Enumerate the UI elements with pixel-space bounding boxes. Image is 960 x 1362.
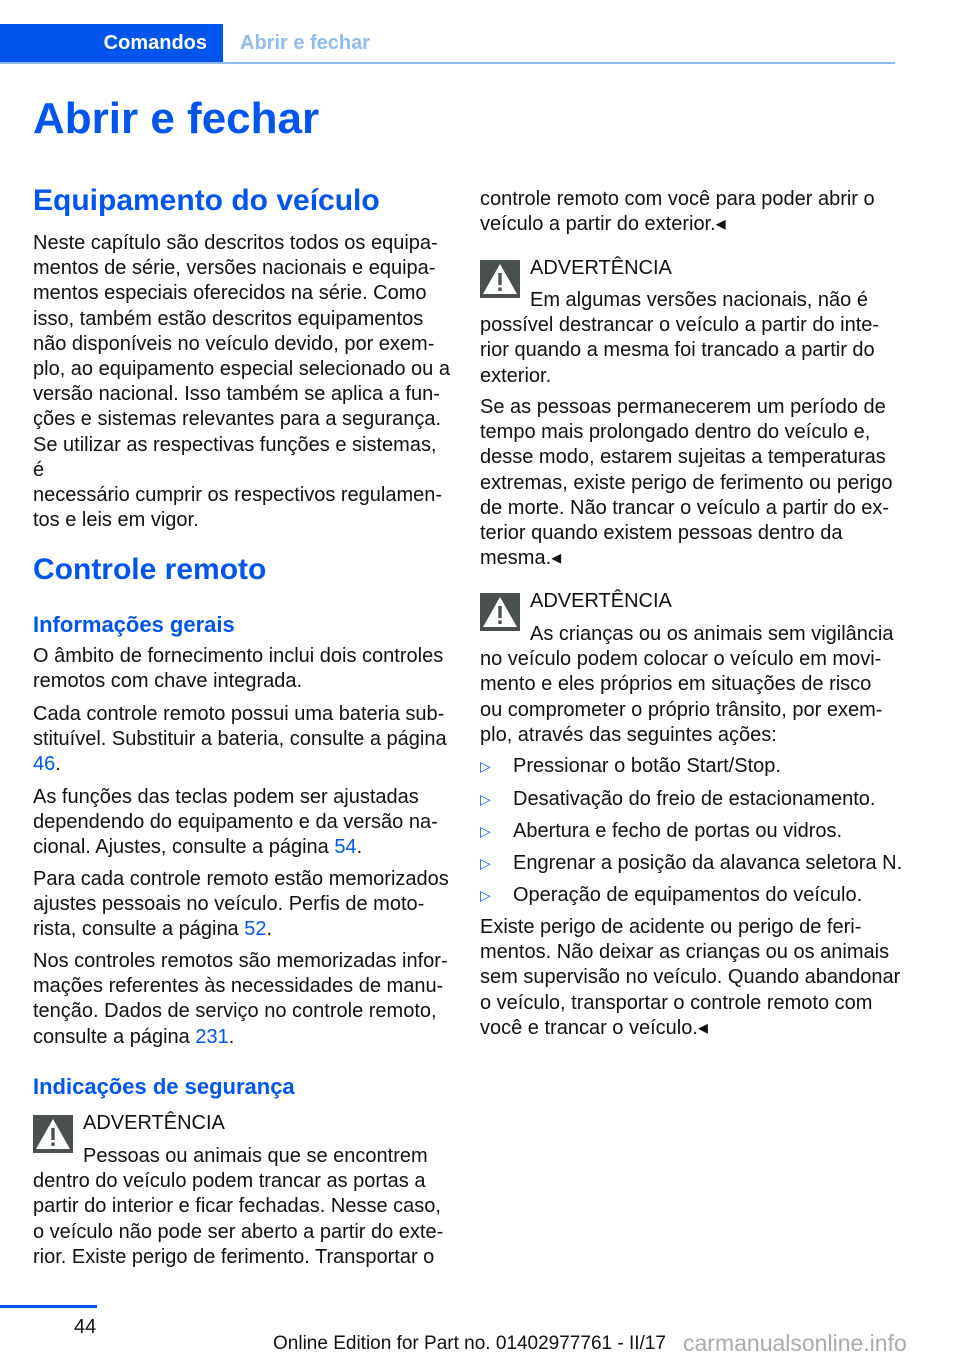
heading-equipamento: Equipamento do veículo (33, 184, 380, 217)
triangle-bullet-icon: ▷ (480, 758, 491, 774)
page-link-54[interactable]: 54 (334, 836, 357, 859)
triangle-bullet-icon: ▷ (480, 887, 491, 903)
warning-label: ADVERTÊNCIA (83, 1112, 225, 1134)
paragraph: Neste capítulo são descritos todos os equipa- mentos de série, versões nacionais e equipa- mentos especiais oferecidos na série. Como isso, também estão descritos equipamentos não disponíveis no veículo devido, por exem- plo, ao equipamento especial selecionado ou a versão nacional. Isso também se aplica a fun- ções e sistemas relevantes para a segurança. Se utilizar as respectivas funções e sistemas, é necessário cumprir os respectivos regulamen- tos e leis em vigor. (33, 232, 450, 532)
header-tabs (0, 24, 895, 64)
page-link-52[interactable]: 52 (244, 918, 267, 941)
manual-page: Comandos Abrir e fechar Abrir e fechar Equipamento do veículo Neste capítulo são descritos todos os equipa- mentos de série, versões nacionais e equipa- mentos especiais oferecidos na série. Como isso, também estão descritos equipamentos não disponíveis no veículo devido, por exem- plo, ao equipamento especial selecionado ou a versão nacional. Isso também se aplica a fun- ções e sistemas relevantes para a segurança. Se utilizar as respectivas funções e sistemas, é necessário cumprir os respectivos regulamen- tos e leis em vigor. Controle remoto Informações gerais O âmbito de fornecimento inclui dois controles remotos com chave integrada. Cada controle remoto possui uma bateria sub- stituível. Substituir a bateria, consulte a página 46. As funções das teclas podem ser ajustadas dependendo do equipamento e da versão na- cional. Ajustes, consulte a página 54. Para cada controle remoto estão memorizados ajustes pessoais no veículo. Perfis de moto- rista, consulte a página 52. Nos controles remotos são memorizadas infor- mações referentes às necessidades de manu- tenção. Dados de serviço no controle remoto, consulte a página 231. Indicações de segurança ADVERTÊNCIA Pessoas ou animais que se encontrem dentro do veículo podem trancar as portas a partir do interior e ficar fechadas. Nesse caso, o veículo não pode ser aberto a partir do exte- rior. Existe perigo de ferimento. Transportar o controle remoto com você para poder abrir o veículo a partir do exterior.◂ ADVERTÊNCIA Em algumas versões nacionais, não é possível destrancar o veículo a partir do inte- rior quando a mesma foi trancado a partir do exterior. Se as pessoas permanecerem um período de tempo mais prolongado dentro do veículo e, desse modo, estarem sujeitas a temperaturas extremas, existe perigo de ferimento ou perigo de morte. Não trancar o veículo a partir do ex- terior quando existem pessoas dentro da mesma.◂ ADVERTÊNCIA As crianças ou os animais sem vigilância no veículo podem colocar o veículo em movi- mento e eles próprios em situações de risco ou comprometer o próprio trânsito, por exem- plo, através das seguintes ações: ▷ Pressionar o botão Start/Stop. ▷ Desativação do freio de estacionamento. ▷ Abertura e fecho de portas ou vidros. ▷ Engrenar a posição da alavanca seletora N. ▷ Operação de equipamentos do veículo. Existe perigo de acidente ou perigo de feri- mentos. Não deixar as crianças ou os animais sem supervisão no veículo. Quando abandonar o veículo, transportar o controle remoto com você e trancar o veículo.◂ 44 Online Edition for Part no. 01402977761 - II/17 carmanualsonline.info (0, 0, 960, 1362)
warning-text: Pessoas ou animais que se encontrem dentro do veículo podem trancar as portas a partir do interior e ficar fechadas. Nesse caso, o veículo não pode ser aberto a partir do exte- rior. Existe perigo de ferimento. Transportar o (33, 1145, 444, 1268)
page-title: Abrir e fechar (33, 94, 320, 143)
page-link-46[interactable]: 46 (33, 753, 56, 776)
tab-comandos[interactable]: Comandos (0, 24, 223, 62)
watermark: carmanualsonline.info (683, 1330, 907, 1356)
edition-text: Online Edition for Part no. 01402977761 - II/17 (273, 1333, 666, 1354)
page-link-231[interactable]: 231 (195, 1025, 229, 1048)
triangle-bullet-icon: ▷ (480, 791, 491, 807)
text: . (266, 918, 273, 941)
triangle-bullet-icon: ▷ (480, 855, 491, 871)
text: Cada controle remoto possui uma bateria sub- stituível. Substituir a bateria, consulte a página (33, 703, 447, 751)
paragraph (33, 785, 453, 861)
page-number: 44 (74, 1316, 97, 1338)
paragraph (33, 949, 453, 1050)
warning-text: Existe perigo de acidente ou perigo de feri- mentos. Não deixar as crianças ou os animais sem supervisão no veículo. Quando abandonar o veículo, transportar o controle remoto com você e trancar o veículo.◂ (480, 916, 901, 1039)
text: . (356, 836, 363, 859)
subheading-indicacoes-seguranca: Indicações de segurança (33, 1074, 295, 1099)
warning-text: Em algumas versões nacionais, não é possível destrancar o veículo a partir do inte- rior quando a mesma foi trancado a partir do exterior. (480, 289, 880, 387)
tab-abrir-e-fechar[interactable]: Abrir e fechar (240, 32, 371, 54)
warning-text-continued: controle remoto com você para poder abrir o veículo a partir do exterior.◂ (480, 188, 875, 236)
text: Para cada controle remoto estão memorizados ajustes pessoais no veículo. Perfis de moto- rista, consulte a página (33, 868, 449, 941)
heading-controle-remoto: Controle remoto (33, 553, 267, 586)
footer-rule (0, 1305, 97, 1308)
warning-label: ADVERTÊNCIA (530, 257, 672, 279)
warning-text: As crianças ou os animais sem vigilância no veículo podem colocar o veículo em movi- mento e eles próprios em situações de risco ou comprometer o próprio trânsito, por exem- plo, através das seguintes ações: (480, 623, 894, 746)
text: . (228, 1025, 235, 1048)
paragraph (33, 867, 453, 943)
text: As funções das teclas podem ser ajustadas dependendo do equipamento e da versão na- cional. Ajustes, consulte a página (33, 786, 438, 859)
paragraph: O âmbito de fornecimento inclui dois controles remotos com chave integrada. (33, 645, 444, 693)
triangle-bullet-icon: ▷ (480, 823, 491, 839)
paragraph (33, 702, 453, 778)
subheading-informacoes-gerais: Informações gerais (33, 612, 235, 637)
text: . (55, 753, 61, 776)
text: Nos controles remotos são memorizadas infor- mações referentes às necessidades de manu- tenção. Dados de serviço no controle remoto, consulte a página (33, 950, 448, 1048)
warning-text: Se as pessoas permanecerem um período de tempo mais prolongado dentro do veículo e, desse modo, estarem sujeitas a temperaturas extremas, existe perigo de ferimento ou perigo de morte. Não trancar o veículo a partir do ex- terior quando existem pessoas dentro da mesma.◂ (480, 396, 893, 570)
warning-label: ADVERTÊNCIA (530, 590, 672, 612)
